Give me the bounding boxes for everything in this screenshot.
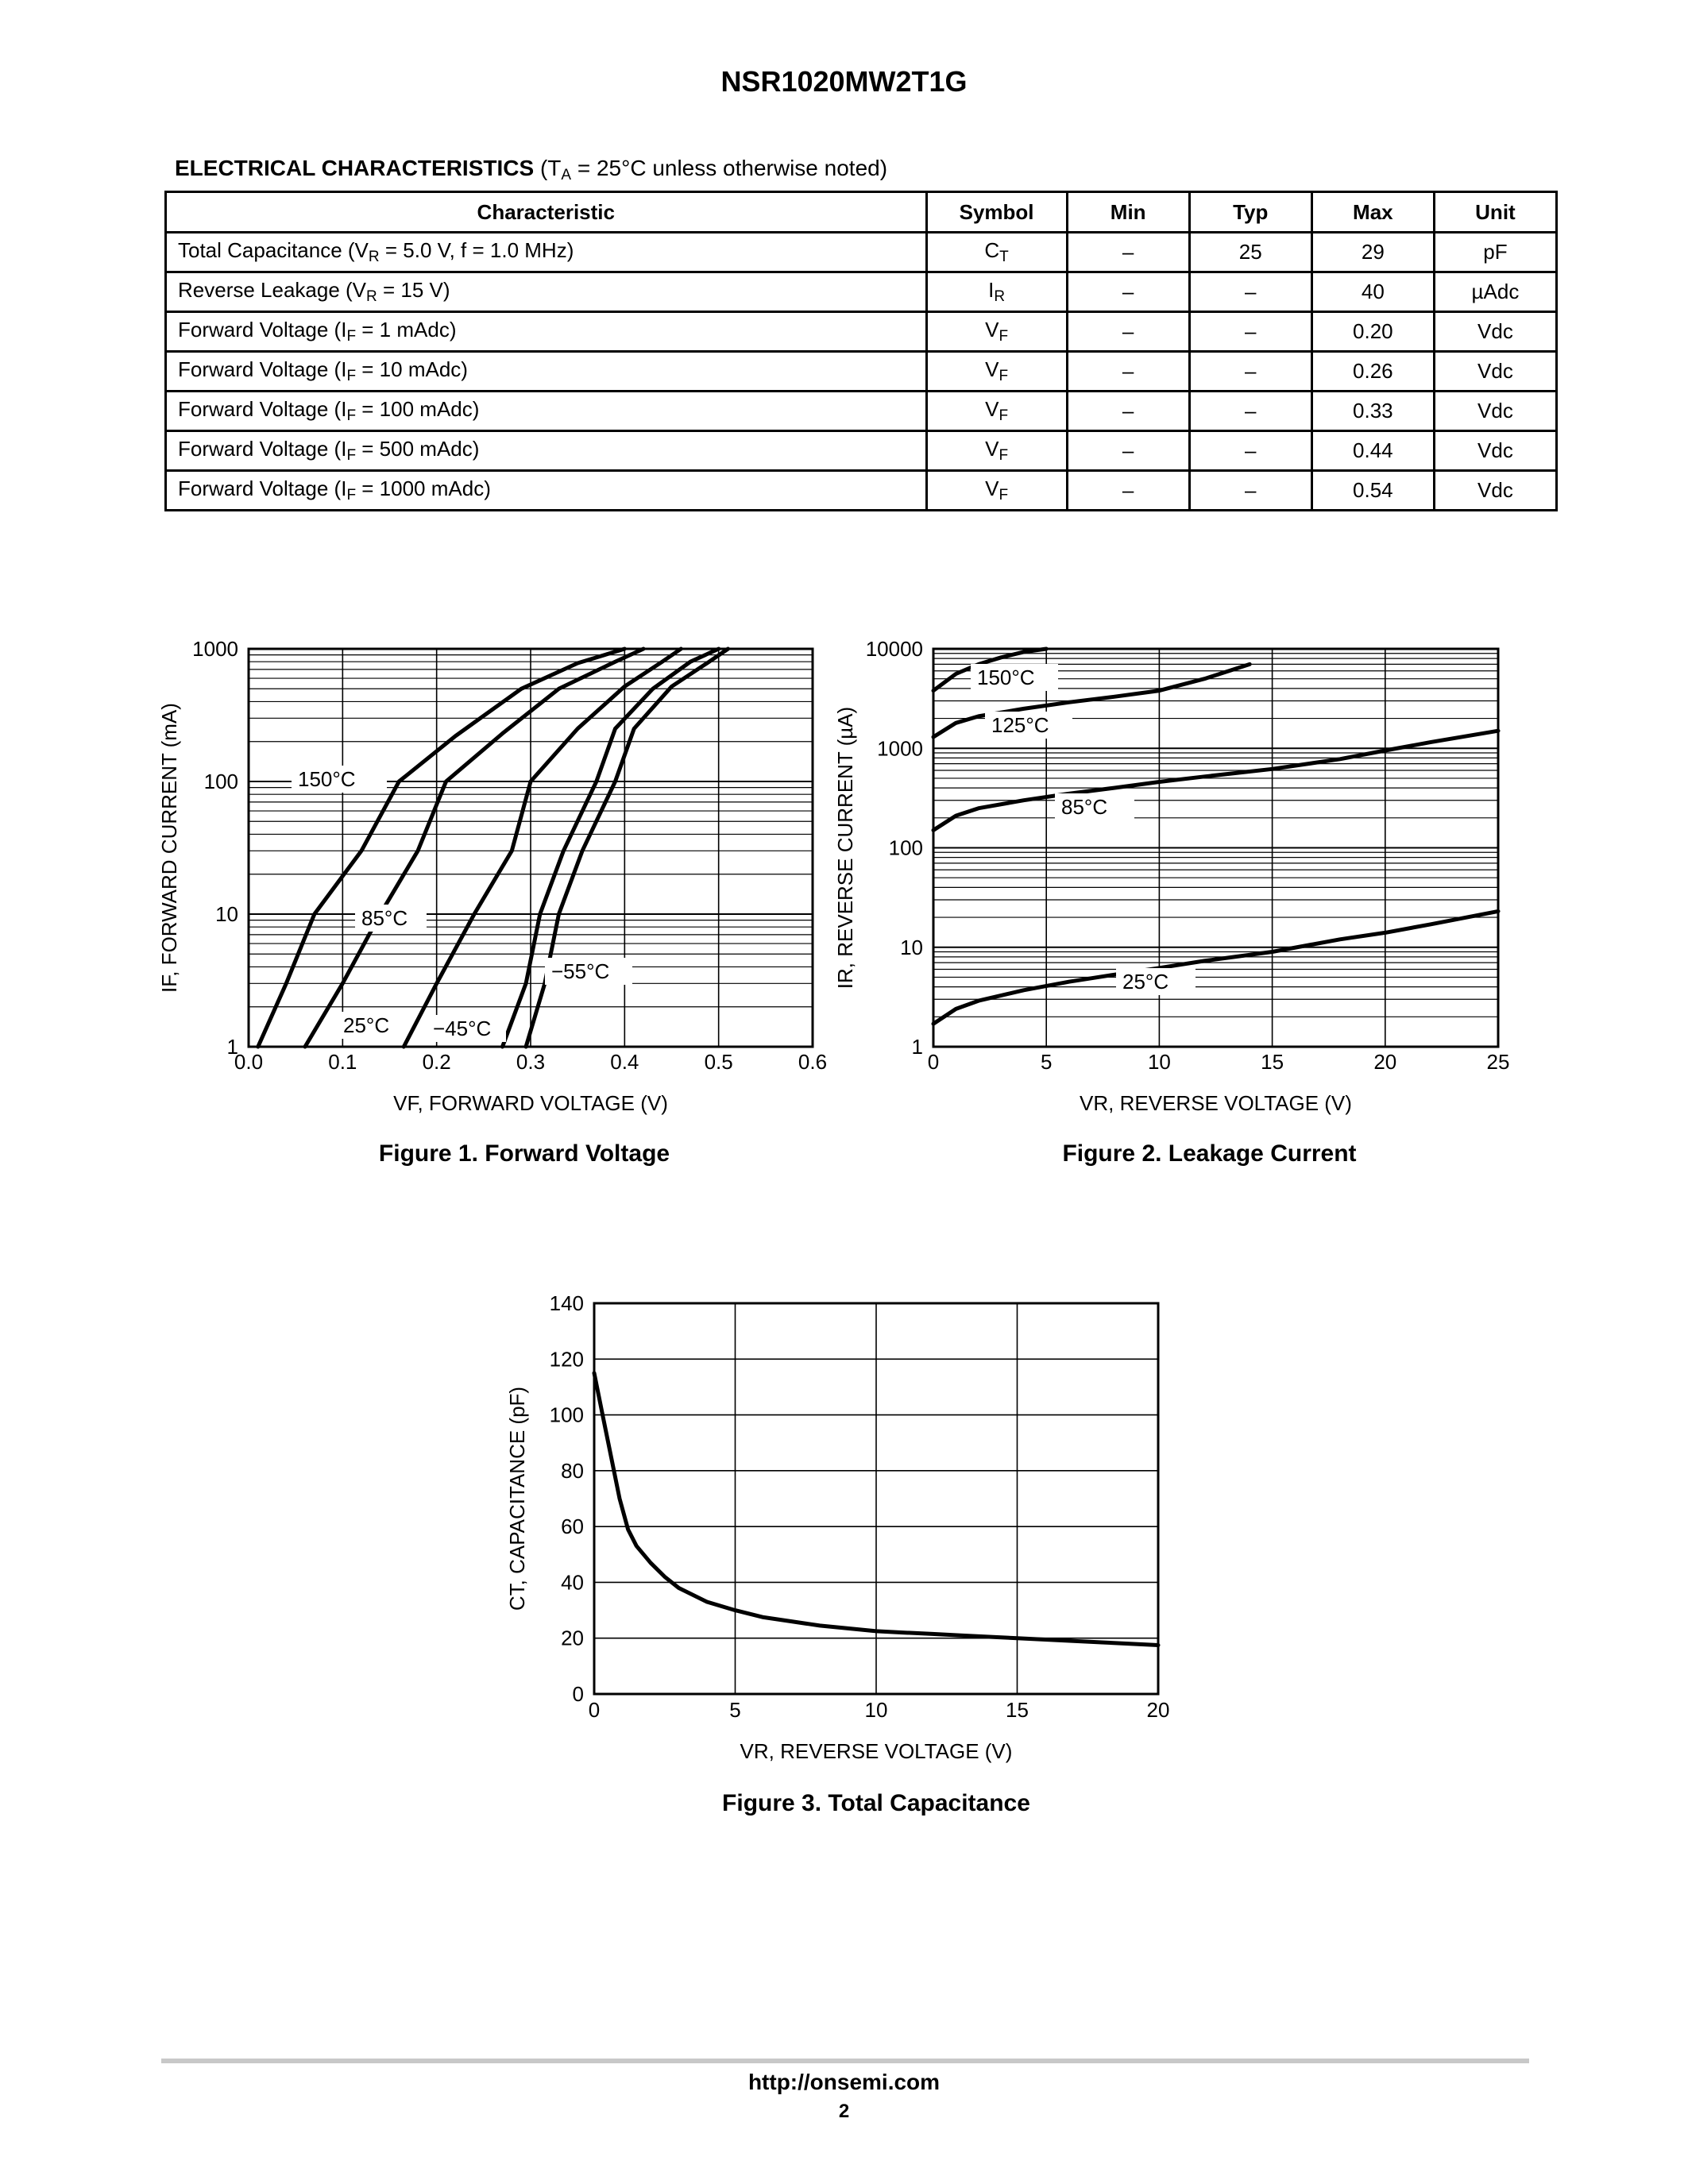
y-tick-label: 1 <box>911 1035 923 1059</box>
cell-typ: – <box>1189 312 1311 352</box>
x-axis-label: VR, REVERSE VOLTAGE (V) <box>1080 1091 1352 1115</box>
series-label: −45°C <box>433 1017 492 1040</box>
col-header: Symbol <box>926 192 1067 233</box>
series-line <box>526 649 728 1047</box>
cell-unit: µAdc <box>1434 272 1556 312</box>
x-tick-label: 0.6 <box>798 1050 828 1074</box>
y-tick-label: 1000 <box>877 736 923 761</box>
x-tick-label: 15 <box>1006 1698 1029 1722</box>
cell-unit: Vdc <box>1434 431 1556 471</box>
cell-unit: Vdc <box>1434 471 1556 511</box>
grid <box>249 649 813 1047</box>
x-tick-label: 25 <box>1486 1050 1510 1074</box>
cell-symbol: $V_F$ <box>926 392 1067 431</box>
y-tick-label: 100 <box>203 770 238 793</box>
cell-min: – <box>1067 352 1189 392</box>
x-axis-label: VF, FORWARD VOLTAGE (V) <box>393 1091 668 1115</box>
chart-3 <box>505 1291 1169 1816</box>
col-header: Typ <box>1189 192 1311 233</box>
section-condition: ($T_A = 25^\circ C$ unless otherwise noted) <box>539 156 888 183</box>
x-tick-label: 20 <box>1146 1698 1170 1722</box>
y-tick-label: 10 <box>215 902 238 926</box>
cell-typ: – <box>1189 272 1311 312</box>
cell-min: – <box>1067 233 1189 272</box>
col-header: Min <box>1067 192 1189 233</box>
x-tick-label: 10 <box>1147 1050 1171 1074</box>
x-tick-label: 15 <box>1261 1050 1284 1074</box>
series-label: 150°C <box>977 666 1035 689</box>
x-tick-label: 0.0 <box>234 1050 264 1074</box>
cell-characteristic: Total Capacitance ($V_R = 5.0$ V, f = 1.0 MHz) <box>166 233 927 272</box>
series-line <box>933 911 1498 1024</box>
series-label: 150°C <box>298 767 356 791</box>
series-line <box>258 649 625 1047</box>
cell-typ: – <box>1189 471 1311 511</box>
cell-characteristic: Reverse Leakage ($V_R = 15$ V) <box>166 272 927 312</box>
cell-symbol: $I_R$ <box>926 272 1067 312</box>
cell-min: – <box>1067 312 1189 352</box>
cell-max: 0.26 <box>1311 352 1434 392</box>
y-tick-label: 40 <box>561 1570 584 1595</box>
cell-min: – <box>1067 272 1189 312</box>
cell-max: 29 <box>1311 233 1434 272</box>
cell-typ: – <box>1189 352 1311 392</box>
cell-typ: – <box>1189 431 1311 471</box>
y-tick-label: 20 <box>561 1626 584 1650</box>
cell-symbol: $V_F$ <box>926 471 1067 511</box>
cell-min: – <box>1067 392 1189 431</box>
cell-characteristic: Forward Voltage ($I_F = 1$ mAdc) <box>166 312 927 352</box>
x-tick-label: 0.3 <box>516 1050 546 1074</box>
cell-characteristic: Forward Voltage ($I_F = 500$ mAdc) <box>166 431 927 471</box>
col-header: Max <box>1311 192 1434 233</box>
figure-caption: Figure 3. Total Capacitance <box>722 1790 1030 1816</box>
series-label: 25°C <box>343 1013 390 1037</box>
series-label: 85°C <box>361 906 408 930</box>
y-tick-label: 100 <box>888 835 923 860</box>
x-axis-label: VR, REVERSE VOLTAGE (V) <box>740 1739 1013 1763</box>
cell-unit: Vdc <box>1434 312 1556 352</box>
y-tick-label: 0 <box>572 1682 584 1706</box>
cell-max: 0.54 <box>1311 471 1434 511</box>
part-number-title: NSR1020MW2T1G <box>720 65 968 98</box>
footer-url[interactable]: http://onsemi.com <box>747 2070 941 2094</box>
x-tick-label: 0.2 <box>422 1050 451 1074</box>
x-tick-label: 0.4 <box>610 1050 639 1074</box>
cell-symbol: $V_F$ <box>926 431 1067 471</box>
figure-caption: Figure 1. Forward Voltage <box>378 1140 670 1167</box>
cell-max: 0.20 <box>1311 312 1434 352</box>
x-tick-label: 0.5 <box>704 1050 733 1074</box>
grid <box>594 1303 1158 1694</box>
y-tick-label: 80 <box>561 1458 584 1483</box>
y-tick-label: 100 <box>549 1403 584 1427</box>
page-number: 2 <box>838 2101 850 2122</box>
series-label: 85°C <box>1061 795 1108 819</box>
cell-characteristic: Forward Voltage ($I_F = 1000$ mAdc) <box>166 471 927 511</box>
cell-symbol: $V_F$ <box>926 352 1067 392</box>
footer-divider <box>161 2059 1529 2063</box>
x-tick-label: 20 <box>1373 1050 1397 1074</box>
y-axis-label: IF, FORWARD CURRENT (mA) <box>157 703 181 993</box>
col-header: Characteristic <box>166 192 927 233</box>
col-header: Unit <box>1434 192 1556 233</box>
cell-max: 0.33 <box>1311 392 1434 431</box>
y-tick-label: 10000 <box>865 637 923 661</box>
cell-unit: Vdc <box>1434 352 1556 392</box>
cell-max: 40 <box>1311 272 1434 312</box>
cell-unit: Vdc <box>1434 392 1556 431</box>
series-line <box>305 649 643 1047</box>
x-tick-label: 5 <box>729 1698 741 1722</box>
series-label: 25°C <box>1122 970 1169 994</box>
cell-typ: 25 <box>1189 233 1311 272</box>
cell-symbol: $C_T$ <box>926 233 1067 272</box>
y-tick-label: 120 <box>549 1347 584 1372</box>
x-tick-label: 10 <box>864 1698 888 1722</box>
series-line <box>933 731 1498 830</box>
cell-min: – <box>1067 471 1189 511</box>
y-tick-label: 60 <box>561 1515 584 1539</box>
cell-characteristic: Forward Voltage ($I_F = 10$ mAdc) <box>166 352 927 392</box>
cell-max: 0.44 <box>1311 431 1434 471</box>
x-tick-label: 0.1 <box>328 1050 357 1074</box>
series-label: 125°C <box>991 713 1049 737</box>
y-tick-label: 1 <box>226 1035 238 1059</box>
x-tick-label: 0 <box>927 1050 940 1074</box>
chart-2 <box>833 637 1509 1167</box>
y-tick-label: 1000 <box>192 637 238 661</box>
cell-typ: – <box>1189 392 1311 431</box>
figure-caption: Figure 2. Leakage Current <box>1062 1140 1357 1167</box>
cell-symbol: $V_F$ <box>926 312 1067 352</box>
y-axis-label: CT, CAPACITANCE (pF) <box>505 1386 529 1611</box>
cell-characteristic: Forward Voltage ($I_F = 100$ mAdc) <box>166 392 927 431</box>
chart-1 <box>157 637 827 1167</box>
series-label: −55°C <box>551 959 610 983</box>
cell-min: – <box>1067 431 1189 471</box>
cell-unit: pF <box>1434 233 1556 272</box>
y-axis-label: IR, REVERSE CURRENT (µA) <box>833 706 857 990</box>
y-tick-label: 140 <box>549 1291 584 1315</box>
x-tick-label: 5 <box>1040 1050 1053 1074</box>
y-tick-label: 10 <box>900 935 923 959</box>
section-title-text: ELECTRICAL CHARACTERISTICS <box>175 156 535 180</box>
x-tick-label: 0 <box>588 1698 601 1722</box>
